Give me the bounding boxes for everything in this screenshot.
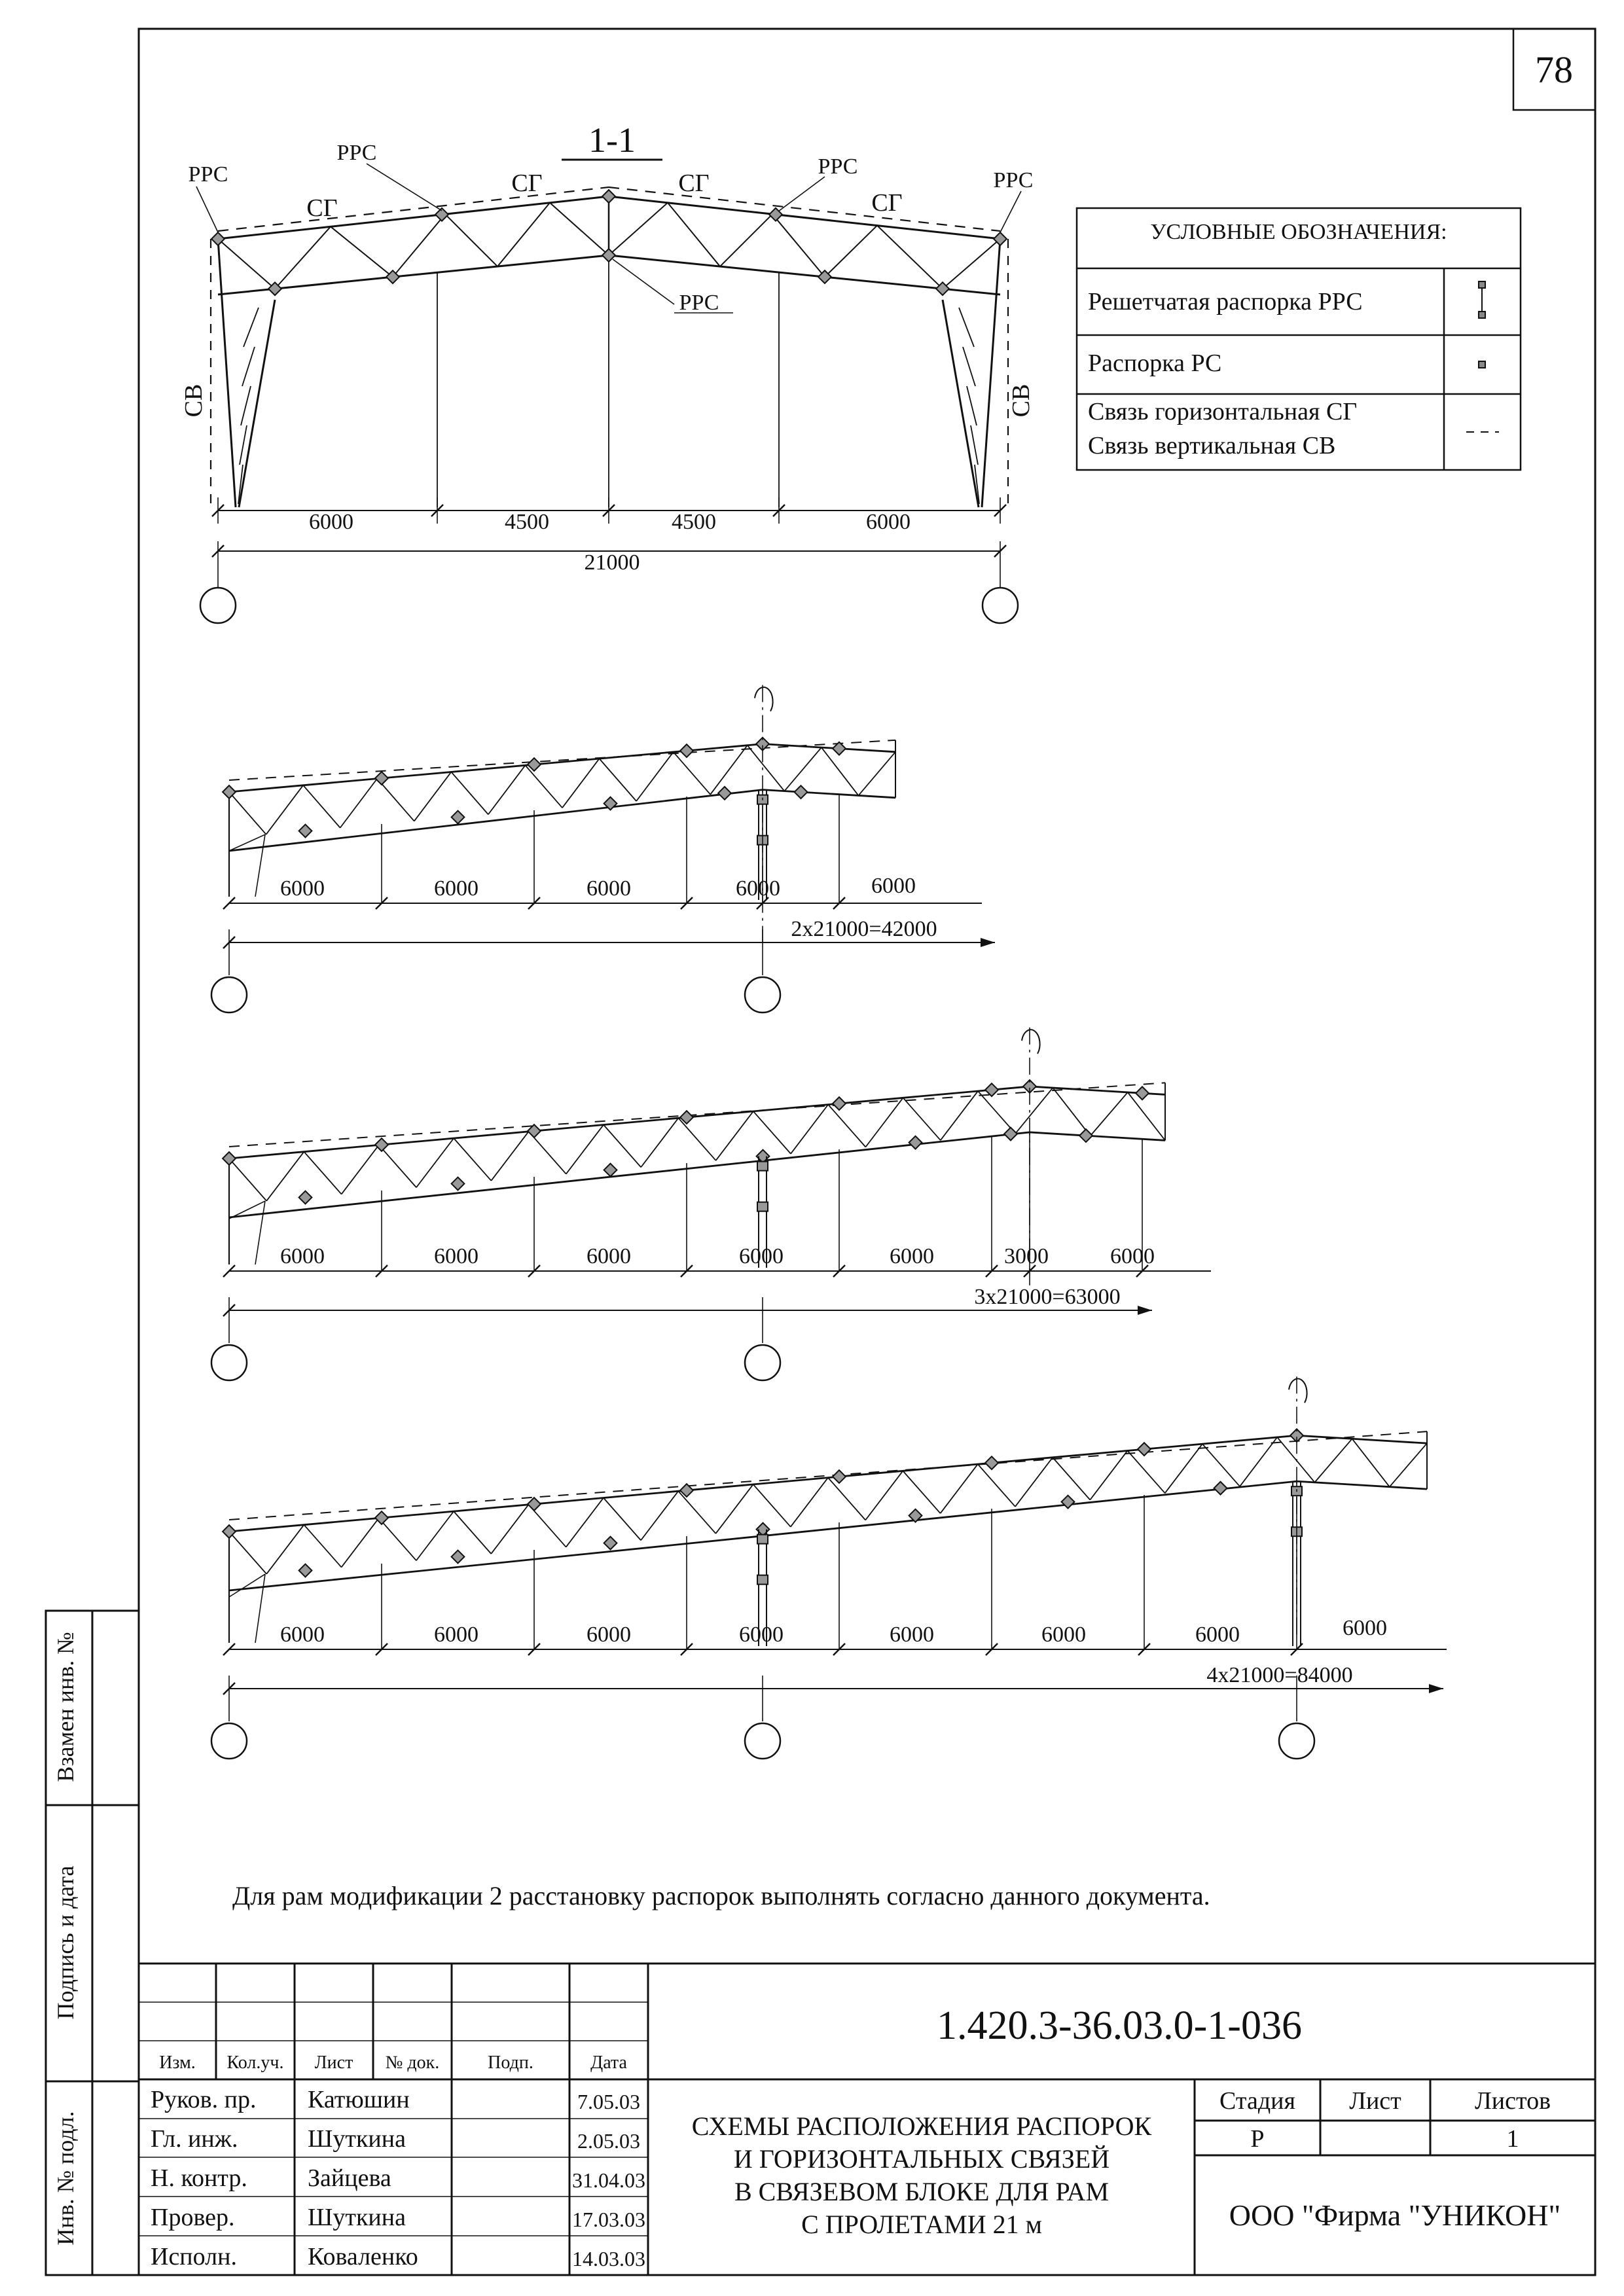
rrs-node-top: [833, 1470, 846, 1483]
rrs-node-top: [375, 772, 388, 785]
web-diagonal: [941, 1464, 978, 1513]
section-dim-2: 4500: [505, 510, 549, 534]
web-diagonal: [331, 226, 393, 277]
person-date-4: 17.03.03: [572, 2208, 645, 2231]
ridge-bracing-marker: [757, 1535, 768, 1544]
rrs-node-top: [1136, 1086, 1149, 1100]
scheme-dim-text: 6000: [871, 874, 916, 898]
legend-row-sg: Связь горизонтальная СГ: [1088, 398, 1358, 425]
web-diagonal: [668, 203, 720, 266]
web-diagonal: [943, 239, 1000, 289]
legend-symbol-rs-icon: [1479, 361, 1485, 368]
web-diagonal: [1390, 1443, 1427, 1487]
dim-arrow-icon: [1138, 1306, 1152, 1315]
bracing-scheme-4-spans: [211, 1376, 1447, 1759]
axis-marker-right: [983, 588, 1018, 623]
general-note: Для рам модификации 2 расстановку распорок выполнять согласно данного документа.: [232, 1881, 1210, 1910]
label-sv-left: СВ: [180, 384, 208, 418]
legend-row-sv: Связь вертикальная СВ: [1088, 432, 1336, 459]
web-diagonal: [1090, 1450, 1127, 1499]
person-role-5: Исполн.: [151, 2243, 237, 2270]
web-diagonal: [566, 1125, 604, 1174]
column-lacing: [959, 308, 974, 347]
person-date-5: 14.03.03: [572, 2247, 645, 2270]
axis-marker: [211, 1345, 247, 1380]
horizontal-bracing-right: [609, 187, 1000, 231]
label-rrs-2: РРС: [336, 141, 377, 165]
web-diagonal: [218, 239, 275, 289]
scheme-dim-text: 6000: [280, 1244, 325, 1268]
web-diagonal: [748, 745, 785, 791]
scheme-dim-text: 6000: [890, 1244, 934, 1268]
web-diagonal: [454, 1138, 491, 1181]
rs-node-bottom: [1079, 1129, 1092, 1142]
web-diagonal: [978, 1091, 1015, 1134]
hdr-podp: Подп.: [488, 2053, 533, 2073]
web-diagonal: [600, 759, 637, 801]
scheme-dim-text: 6000: [434, 1623, 478, 1647]
web-diagonal: [304, 1525, 341, 1568]
rs-node-bottom: [452, 1177, 465, 1191]
bottom-chord: [229, 1132, 1030, 1217]
top-chord: [229, 1086, 1030, 1158]
web-diagonal: [491, 1132, 528, 1181]
hdr-kol-uch: Кол.уч.: [226, 2053, 284, 2073]
ridge-axis-icon: [755, 687, 773, 711]
column-lacing: [971, 425, 978, 465]
bracing-scheme-3-spans: [211, 1028, 1211, 1380]
label-sv-right: СВ: [1007, 384, 1035, 418]
web-diagonal: [229, 792, 266, 834]
web-diagonal: [1053, 1458, 1090, 1500]
rrs-node: [602, 190, 615, 203]
rrs-node-top: [1138, 1443, 1151, 1456]
web-diagonal: [791, 1105, 828, 1154]
web-diagonal: [1352, 1439, 1390, 1486]
person-name-3: Зайцева: [308, 2164, 391, 2192]
hdr-list: Лист: [314, 2053, 353, 2073]
web-diagonal: [678, 1118, 715, 1160]
stamp-vzamen: Взамен инв. №: [52, 1632, 79, 1782]
rrs-node-top: [833, 1097, 846, 1110]
stage-label: Стадия: [1219, 2087, 1295, 2115]
web-diagonal: [710, 745, 748, 795]
label-rrs-5: РРС: [993, 168, 1034, 192]
axis-marker: [745, 1345, 780, 1380]
label-sg-3: СГ: [678, 170, 710, 197]
web-diagonal: [342, 1145, 379, 1194]
web-diagonal: [550, 203, 609, 255]
person-date-1: 7.05.03: [577, 2090, 640, 2113]
section-dim-1: 6000: [309, 510, 353, 534]
rs-node-bottom: [1062, 1496, 1075, 1509]
web-diagonal: [1314, 1439, 1352, 1482]
legend-table: [1077, 208, 1521, 470]
web-diagonal: [828, 1105, 865, 1147]
column-lacing: [967, 386, 977, 425]
web-diagonal: [303, 785, 340, 828]
rrs-node-top: [680, 744, 693, 757]
web-diagonal: [488, 765, 526, 814]
web-diagonal: [791, 1478, 828, 1527]
rs-node-bottom: [1214, 1482, 1227, 1495]
column-brace: [255, 1201, 265, 1265]
column-brace: [255, 834, 265, 897]
rs-node-bottom: [299, 825, 312, 838]
web-diagonal: [877, 226, 943, 289]
web-diagonal: [1240, 1437, 1277, 1486]
axis-marker-left: [200, 588, 236, 623]
bracing-scheme-2-spans: [211, 685, 995, 1013]
sheet-label: Лист: [1349, 2087, 1401, 2115]
legend-row-rrs: Решетчатая распорка РРС: [1088, 288, 1363, 315]
column-brace: [255, 1574, 265, 1643]
web-diagonal: [825, 226, 877, 278]
rs-node-bottom: [604, 1537, 617, 1550]
sheet-number: 78: [1535, 48, 1573, 91]
web-diagonal: [784, 747, 821, 791]
scheme-total-text: 2х21000=42000: [791, 917, 937, 941]
document-code: 1.420.3-36.03.0-1-036: [937, 2003, 1302, 2048]
web-diagonal: [903, 1471, 940, 1513]
label-sg-4: СГ: [871, 189, 903, 217]
legend-symbol-rrs-icon: [1479, 281, 1485, 318]
sheets-label: Листов: [1474, 2087, 1551, 2115]
web-diagonal: [304, 1152, 341, 1194]
rs-node-bottom: [452, 1551, 465, 1564]
label-sg-1: СГ: [306, 194, 338, 222]
web-diagonal: [379, 1518, 416, 1560]
scheme-dim-text: 6000: [586, 876, 631, 901]
web-diagonal: [753, 1484, 791, 1527]
scheme-dim-text: 6000: [586, 1623, 631, 1647]
web-diagonal: [865, 1098, 903, 1147]
web-diagonal: [1015, 1088, 1053, 1134]
web-diagonal: [636, 752, 674, 801]
web-diagonal: [275, 226, 331, 289]
web-diagonal: [454, 1511, 491, 1554]
leader-rrs-4: [779, 177, 825, 211]
horizontal-bracing-dashed: [229, 1083, 1165, 1147]
column-left-outer: [218, 239, 236, 507]
web-diagonal: [720, 214, 772, 266]
scheme-dim-text: 6000: [890, 1623, 934, 1647]
rs-node-bottom: [909, 1136, 922, 1149]
column-right-inner: [943, 300, 979, 507]
rrs-node-top: [528, 1498, 541, 1511]
scheme-dim-text: 6000: [1110, 1244, 1155, 1268]
column-lacing: [963, 347, 975, 386]
web-diagonal: [753, 1111, 791, 1154]
scheme-dim-text: 6000: [1195, 1623, 1240, 1647]
column-lacing: [240, 425, 247, 465]
web-diagonal: [445, 214, 497, 266]
rs-node-bottom: [299, 1564, 312, 1577]
person-name-5: Коваленко: [308, 2243, 418, 2270]
hdr-data: Дата: [590, 2053, 627, 2073]
column-lacing: [241, 386, 251, 425]
person-name-4: Шуткина: [308, 2204, 406, 2231]
scheme-dim-text: 6000: [736, 876, 780, 901]
web-diagonal: [229, 1158, 266, 1201]
web-diagonal: [641, 1118, 678, 1167]
web-diagonal: [1128, 1092, 1165, 1140]
scheme-total-text: 3х21000=63000: [974, 1285, 1121, 1309]
web-diagonal: [828, 1478, 865, 1520]
scheme-dim-text: 6000: [434, 876, 478, 901]
rs-node-bottom: [1004, 1128, 1017, 1141]
rrs-node-top: [375, 1511, 388, 1524]
web-diagonal: [497, 203, 550, 266]
column-brace: [229, 1574, 265, 1597]
axis-marker: [745, 1723, 780, 1759]
leader-rrs-1: [196, 187, 218, 232]
scheme-dim-text: 6000: [739, 1244, 784, 1268]
stage-value: Р: [1250, 2125, 1265, 2153]
web-diagonal: [1165, 1444, 1202, 1493]
label-sg-2: СГ: [511, 170, 543, 197]
leader-rrs-2: [367, 164, 442, 211]
web-diagonal: [377, 779, 414, 821]
rs-node-bottom: [718, 787, 731, 800]
axis-marker: [211, 1723, 247, 1759]
person-role-4: Провер.: [151, 2204, 235, 2231]
web-diagonal: [416, 1511, 454, 1560]
web-diagonal: [604, 1125, 641, 1168]
ridge-bracing-marker: [757, 1162, 768, 1171]
label-rrs-1: РРС: [188, 162, 228, 187]
web-diagonal: [491, 1505, 528, 1554]
rs-node-bottom: [452, 811, 465, 824]
rrs-node-top: [375, 1138, 388, 1151]
company-name: ООО "Фирма "УНИКОН": [1229, 2198, 1561, 2232]
web-diagonal: [525, 765, 562, 808]
person-role-2: Гл. инж.: [151, 2125, 238, 2153]
section-dim-3: 4500: [672, 510, 716, 534]
person-date-3: 31.04.03: [572, 2168, 645, 2192]
person-role-1: Руков. пр.: [151, 2086, 257, 2113]
web-diagonal: [903, 1098, 941, 1140]
label-rrs-4: РРС: [818, 154, 858, 179]
drawing-title-line-3: В СВЯЗЕВОМ БЛОКЕ ДЛЯ РАМ: [734, 2177, 1110, 2206]
web-diagonal: [1202, 1444, 1240, 1486]
person-role-3: Н. контр.: [151, 2164, 247, 2192]
dim-arrow-icon: [981, 938, 995, 947]
web-diagonal: [562, 759, 600, 808]
section-dim-4: 6000: [866, 510, 911, 534]
web-diagonal: [1277, 1437, 1314, 1482]
section-title: 1-1: [588, 120, 636, 160]
web-diagonal: [229, 1532, 266, 1574]
stamp-podpis: Подпись и дата: [52, 1865, 79, 2020]
scheme-dim-text: 6000: [280, 1623, 325, 1647]
section-dim-total: 21000: [584, 550, 640, 575]
ridge-axis-icon: [1022, 1030, 1040, 1054]
web-diagonal: [678, 1491, 715, 1534]
scheme-dim-text: 6000: [586, 1244, 631, 1268]
axis-marker: [1279, 1723, 1314, 1759]
web-diagonal: [266, 1152, 304, 1201]
axis-marker: [745, 977, 780, 1013]
rrs-node-top: [528, 758, 541, 771]
stamp-inv: Инв. № подл.: [52, 2111, 79, 2246]
web-diagonal: [858, 752, 895, 796]
web-diagonal: [414, 772, 452, 821]
bottom-chord-beyond-ridge: [1030, 1132, 1165, 1140]
ridge-bracing-marker: [757, 1575, 768, 1585]
web-diagonal: [1091, 1092, 1128, 1136]
web-diagonal: [342, 1518, 379, 1567]
bottom-chord-beyond-ridge: [763, 790, 895, 798]
person-date-2: 2.05.03: [577, 2129, 640, 2153]
legend-title: УСЛОВНЫЕ ОБОЗНАЧЕНИЯ:: [1150, 220, 1447, 244]
scheme-dim-text: 6000: [434, 1244, 478, 1268]
web-diagonal: [978, 1464, 1015, 1507]
legend-row-rs: Распорка РС: [1088, 350, 1222, 377]
web-diagonal: [566, 1498, 604, 1547]
top-chord: [229, 1435, 1297, 1532]
scheme-dim-text: 3000: [1004, 1244, 1049, 1268]
web-diagonal: [1128, 1450, 1165, 1493]
sheets-value: 1: [1506, 2125, 1519, 2153]
web-diagonal: [393, 214, 445, 277]
web-diagonal: [609, 203, 668, 255]
rs-node-bottom: [795, 785, 808, 798]
web-diagonal: [716, 1111, 753, 1160]
sheet-frame: [139, 29, 1595, 2275]
web-diagonal: [604, 1498, 641, 1541]
column-lacing: [244, 308, 259, 347]
web-diagonal: [941, 1091, 978, 1140]
web-diagonal: [266, 1525, 304, 1574]
scheme-total-text: 4х21000=84000: [1206, 1663, 1353, 1687]
leader-rrs-3: [613, 259, 674, 304]
hdr-nom-dok: № док.: [385, 2053, 440, 2073]
web-diagonal: [715, 1484, 753, 1534]
web-diagonal: [772, 214, 825, 277]
web-diagonal: [379, 1145, 416, 1187]
web-diagonal: [641, 1491, 678, 1540]
person-name-2: Шуткина: [308, 2125, 406, 2153]
rrs-node-top: [985, 1456, 998, 1469]
rs-node-bottom: [299, 1191, 312, 1204]
scheme-dim-text: 6000: [739, 1623, 784, 1647]
hdr-izm: Изм.: [159, 2053, 196, 2073]
bottom-chord-beyond-ridge: [1297, 1481, 1427, 1489]
column-lacing: [242, 347, 255, 386]
scheme-dim-text: 6000: [1343, 1616, 1387, 1640]
label-rrs-3: РРС: [679, 291, 719, 315]
web-diagonal: [1015, 1458, 1053, 1507]
axis-marker: [211, 977, 247, 1013]
bottom-chord: [229, 790, 763, 851]
web-diagonal: [266, 785, 304, 834]
top-chord-beyond-ridge: [763, 744, 895, 752]
web-diagonal: [1053, 1088, 1090, 1136]
leader-rrs-5: [1000, 191, 1021, 232]
dim-arrow-icon: [1429, 1684, 1443, 1693]
drawing-title-line-4: С ПРОЛЕТАМИ 21 м: [801, 2210, 1042, 2239]
rs-node-bottom: [604, 1164, 617, 1177]
column-left-inner: [239, 300, 275, 507]
person-name-1: Катюшин: [308, 2086, 410, 2113]
web-diagonal: [674, 752, 711, 795]
web-diagonal: [451, 772, 488, 814]
horizontal-bracing-left: [218, 187, 609, 231]
scheme-dim-text: 6000: [1041, 1623, 1086, 1647]
drawing-title-line-1: СХЕМЫ РАСПОЛОЖЕНИЯ РАСПОРОК: [691, 2111, 1152, 2141]
ridge-bracing-marker: [757, 1202, 768, 1211]
ridge-axis-icon: [1289, 1379, 1307, 1403]
column-right-outer: [982, 239, 1000, 507]
web-diagonal: [340, 779, 378, 828]
scheme-dim-text: 6000: [280, 876, 325, 901]
drawing-title-line-2: И ГОРИЗОНТАЛЬНЫХ СВЯЗЕЙ: [733, 2144, 1110, 2174]
web-diagonal: [416, 1138, 454, 1187]
web-diagonal: [865, 1471, 903, 1520]
